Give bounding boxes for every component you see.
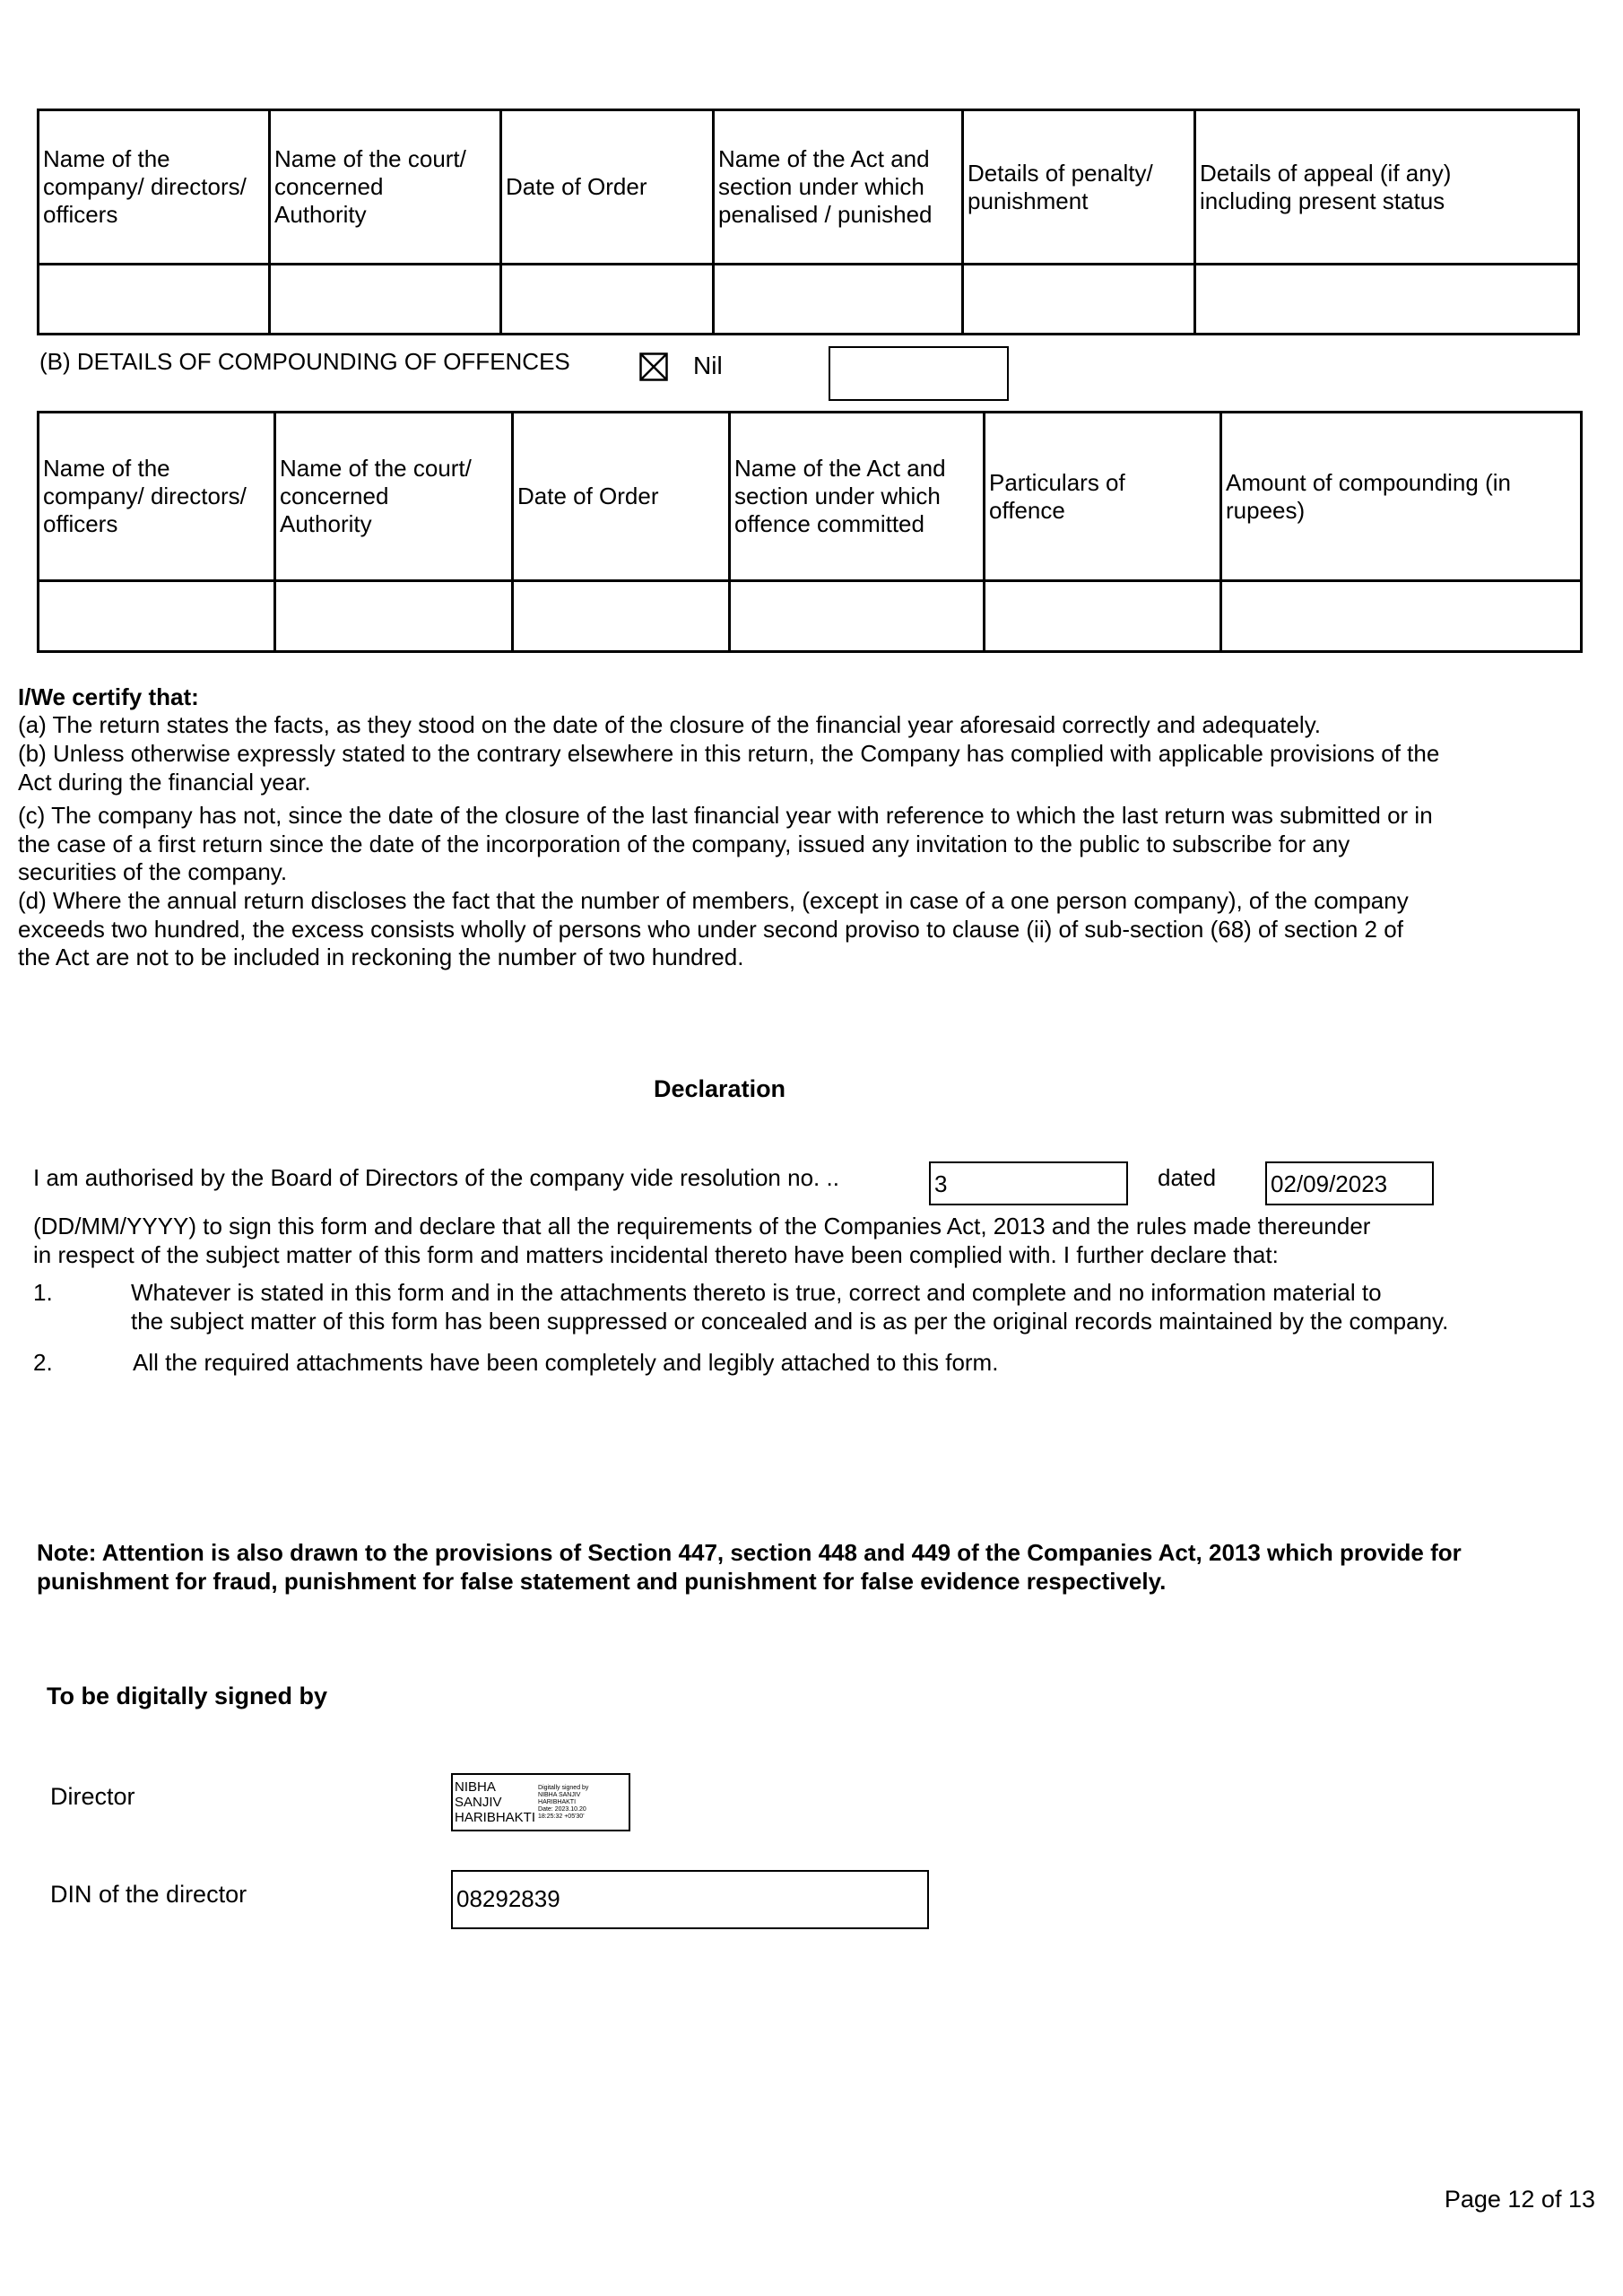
resolution-date-value: 02/09/2023: [1271, 1170, 1388, 1197]
certify-clause-c: (c) The company has not, since the date of the closure of the last financial year with reference to which the last return was submitted or in the case of a first return since the date of the incorporation of the company, issued any invitation to the public to subscribe for any securities of the company.: [18, 802, 1433, 885]
compounding-count-field[interactable]: [829, 346, 1009, 401]
penalty-header-name: Name of the company/ directors/ officers: [39, 110, 270, 265]
certify-heading: I/We certify that:: [18, 683, 199, 710]
penalty-header-court: Name of the court/ concerned Authority: [270, 110, 501, 265]
certify-clause-a: (a) The return states the facts, as they stood on the date of the closure of the financial year aforesaid correctly and adequately.: [18, 711, 1321, 738]
declaration-item-1-number: 1.: [33, 1279, 53, 1306]
compounding-header-name: Name of the company/ directors/ officers: [39, 413, 275, 581]
declaration-item-1-text: Whatever is stated in this form and in the attachments thereto is true, correct and complete and no information material to the subject matter of this form has been suppressed or concealed and is as per the original records maintained by the company.: [131, 1279, 1449, 1335]
nil-checkbox-icon[interactable]: [639, 352, 668, 381]
compounding-cell[interactable]: [513, 581, 730, 652]
compounding-header-particulars: Particulars of offence: [985, 413, 1221, 581]
declaration-item-2-number: 2.: [33, 1349, 53, 1376]
dated-label: dated: [1158, 1164, 1217, 1191]
compounding-header-date: Date of Order: [513, 413, 730, 581]
compounding-table-header-row: [39, 413, 1582, 581]
compounding-cell[interactable]: [275, 581, 513, 652]
penalty-cell[interactable]: [714, 265, 963, 335]
compounding-table: [37, 411, 1583, 653]
penalty-table-header-row: [39, 110, 1579, 265]
table-row: [39, 265, 1579, 335]
resolution-date-field[interactable]: [1265, 1161, 1434, 1205]
penalty-cell[interactable]: [270, 265, 501, 335]
signature-detail: Digitally signed by NIBHA SANJIV HARIBHAKTI Date: 2023.10.20 18:25:32 +05'30': [538, 1784, 589, 1820]
authorised-text: I am authorised by the Board of Directors of the company vide resolution no. ..: [33, 1164, 839, 1191]
penalty-header-act: Name of the Act and section under which penalised / punished: [714, 110, 963, 265]
resolution-number-field[interactable]: [929, 1161, 1128, 1205]
signature-name: NIBHA SANJIV HARIBHAKTI: [455, 1779, 536, 1825]
resolution-number-value: 3: [934, 1170, 948, 1197]
compounding-cell[interactable]: [39, 581, 275, 652]
certify-clause-d: (d) Where the annual return discloses the fact that the number of members, (except in case of a one person company), of the company exceeds two hundred, the excess consists wholly of persons who under second proviso to clause (ii) of sub-section (68) of section 2 of the Act are not to be included in reckoning the number of two hundred.: [18, 887, 1409, 970]
penalty-header-appeal: Details of appeal (if any) including present status: [1195, 110, 1579, 265]
din-value: 08292839: [456, 1885, 560, 1912]
director-digital-signature[interactable]: [451, 1773, 630, 1831]
din-label: DIN of the director: [50, 1881, 247, 1908]
din-field[interactable]: [451, 1870, 929, 1929]
compounding-header-amount: Amount of compounding (in rupees): [1221, 413, 1582, 581]
penalty-cell[interactable]: [1195, 265, 1579, 335]
legal-note: Note: Attention is also drawn to the provisions of Section 447, section 448 and 449 of the Companies Act, 2013 which provide for punishment for fraud, punishment for false statement and punishment for false evidence respectively.: [37, 1539, 1462, 1595]
digital-sign-heading: To be digitally signed by: [47, 1683, 328, 1709]
certify-clause-b: (b) Unless otherwise expressly stated to the contrary elsewhere in this return, the Company has complied with applicable provisions of the Act during the financial year.: [18, 740, 1440, 796]
penalty-table: [37, 109, 1580, 335]
declaration-title: Declaration: [654, 1075, 786, 1102]
penalty-cell[interactable]: [39, 265, 270, 335]
page-number: Page 12 of 13: [1444, 2186, 1595, 2213]
compounding-cell[interactable]: [730, 581, 985, 652]
penalty-header-penalty: Details of penalty/ punishment: [963, 110, 1195, 265]
penalty-cell[interactable]: [963, 265, 1195, 335]
compounding-heading: (B) DETAILS OF COMPOUNDING OF OFFENCES: [39, 348, 570, 375]
table-row: [39, 581, 1582, 652]
compounding-cell[interactable]: [1221, 581, 1582, 652]
penalty-cell[interactable]: [501, 265, 714, 335]
compounding-header-act: Name of the Act and section under which offence committed: [730, 413, 985, 581]
director-label: Director: [50, 1783, 135, 1810]
penalty-header-date: Date of Order: [501, 110, 714, 265]
declaration-item-2-text: All the required attachments have been completely and legibly attached to this form.: [133, 1349, 999, 1376]
compounding-header-court: Name of the court/ concerned Authority: [275, 413, 513, 581]
compounding-cell[interactable]: [985, 581, 1221, 652]
declaration-paragraph: (DD/MM/YYYY) to sign this form and declare that all the requirements of the Companies Act, 2013 and the rules made thereunder in respect of the subject matter of this form and matters incidental thereto have been complied with. I further declare that:: [33, 1213, 1371, 1268]
nil-label: Nil: [693, 352, 723, 379]
